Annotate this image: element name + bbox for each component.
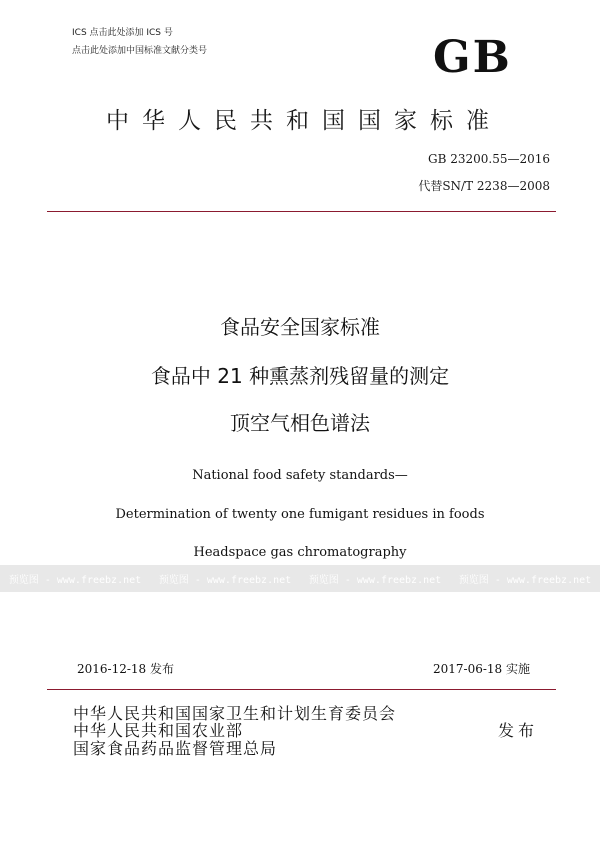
implementation-date: 2017-06-18 实施 — [432, 662, 530, 676]
replaced-standard: 代替SN/T 2238—2008 — [418, 179, 550, 193]
publish-label: 发布 — [497, 721, 538, 740]
title-cn-line3: 顶空气相色谱法 — [230, 411, 370, 435]
issuer-moa: 中华人民共和国农业部 — [73, 721, 244, 740]
standard-number: GB 23200.55—2016 — [427, 152, 550, 166]
bottom-divider — [47, 689, 556, 690]
preview-watermark-band — [0, 565, 600, 592]
title-en-line1: National food safety standards— — [192, 468, 408, 483]
top-divider — [47, 211, 556, 212]
issue-date: 2016-12-18 发布 — [77, 662, 175, 676]
gb-logo: GB — [433, 32, 512, 83]
issuer-cfda: 国家食品药品监督管理总局 — [73, 739, 278, 758]
title-cn-line2: 食品中 21 种熏蒸剂残留量的测定 — [150, 364, 450, 388]
title-cn-line1: 食品安全国家标准 — [220, 315, 380, 339]
watermark-text: 预览图 - www.freebz.net — [458, 575, 592, 586]
watermark-text: 预览图 - www.freebz.net — [8, 575, 142, 586]
ccs-code-placeholder: 点击此处添加中国标准文献分类号 — [72, 46, 208, 56]
title-en-line2: Determination of twenty one fumigant residues in foods — [115, 507, 485, 522]
ics-code-placeholder: ICS 点击此处添加 ICS 号 — [72, 28, 173, 38]
watermark-text: 预览图 - www.freebz.net — [158, 575, 292, 586]
title-en-line3: Headspace gas chromatography — [193, 545, 407, 560]
watermark-text: 预览图 - www.freebz.net — [308, 575, 442, 586]
org-title: 中华人民共和国国家标准 — [106, 108, 502, 134]
issuer-nhfpc: 中华人民共和国国家卫生和计划生育委员会 — [73, 704, 397, 723]
